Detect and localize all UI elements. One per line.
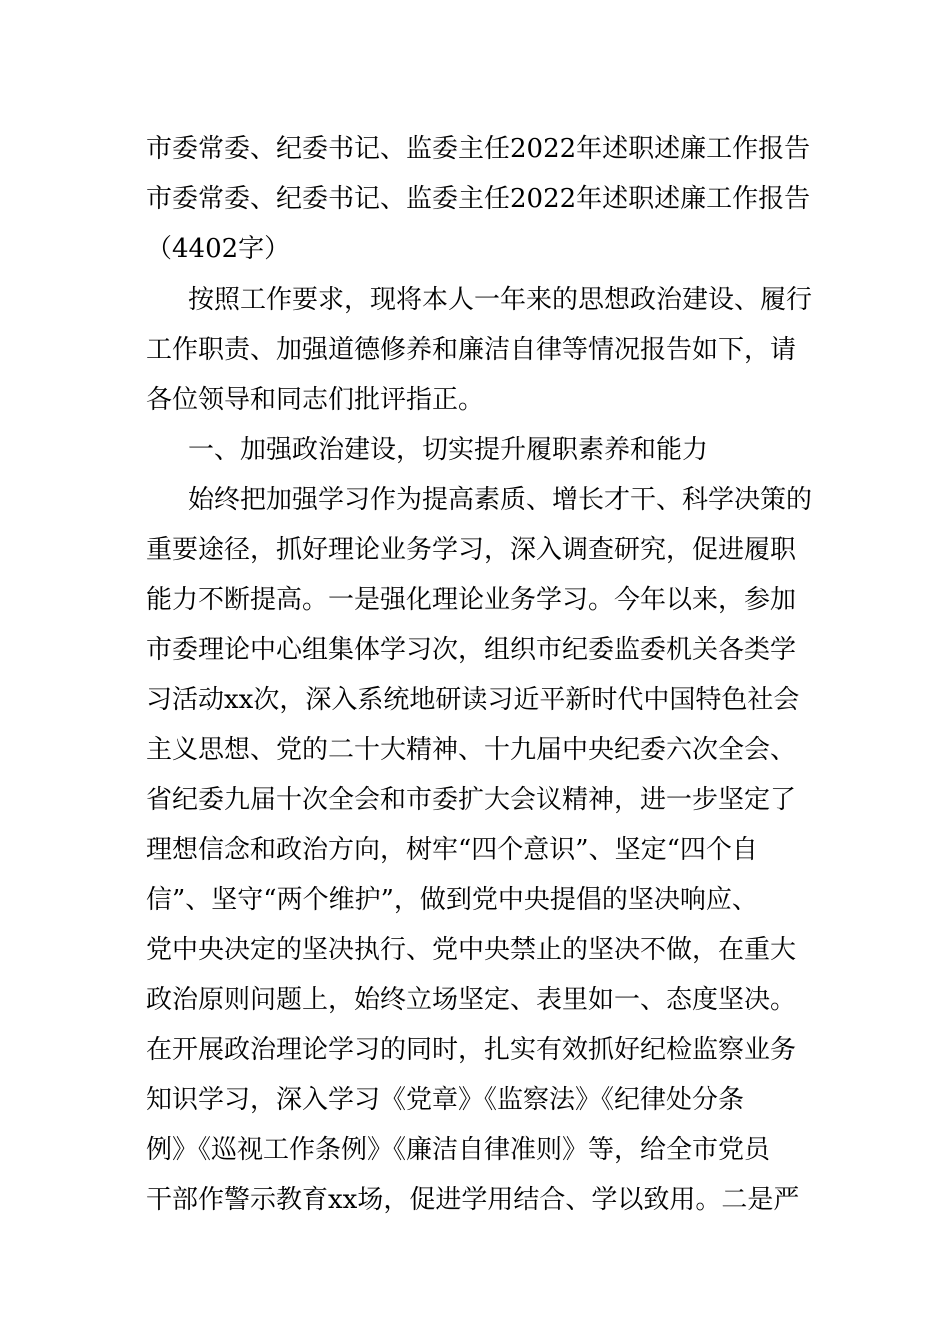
paragraph-line: 例》《巡视工作条例》《廉洁自律准则》等，给全市党员 [146, 1135, 771, 1165]
paragraph-line: 信”、坚守“两个维护”，做到党中央提倡的坚决响应、 [146, 885, 758, 915]
document-title-word-count: （4402字） [146, 234, 291, 264]
paragraph-line: 在开展政治理论学习的同时，扎实有效抓好纪检监察业务 [146, 1035, 797, 1065]
paragraph-line: 各位领导和同志们批评指正。 [146, 385, 485, 415]
paragraph-line: 省纪委九届十次全会和市委扩大会议精神，进一步坚定了 [146, 785, 797, 815]
paragraph-line: 习活动xx次，深入系统地研读习近平新时代中国特色社会 [146, 685, 800, 715]
paragraph-line: 工作职责、加强道德修养和廉洁自律等情况报告如下，请 [146, 335, 797, 365]
paragraph-line: 政治原则问题上，始终立场坚定、表里如一、态度坚决。 [146, 985, 797, 1015]
paragraph-line: 党中央决定的坚决执行、党中央禁止的坚决不做，在重大 [146, 935, 797, 965]
paragraph-line: 市委理论中心组集体学习次，组织市纪委监委机关各类学 [146, 635, 797, 665]
paragraph-line: 始终把加强学习作为提高素质、增长才干、科学决策的 [188, 485, 813, 515]
section-heading: 一、加强政治建设，切实提升履职素养和能力 [188, 435, 709, 465]
paragraph-line: 知识学习，深入学习《党章》《监察法》《纪律处分条 [146, 1085, 745, 1115]
paragraph-line: 能力不断提高。一是强化理论业务学习。今年以来，参加 [146, 585, 797, 615]
paragraph-line: 干部作警示教育xx场，促进学用结合、学以致用。二是严 [146, 1185, 800, 1215]
document-title-line-2: 市委常委、纪委书记、监委主任2022年述职述廉工作报告 [146, 184, 811, 214]
paragraph-line: 主义思想、党的二十大精神、十九届中央纪委六次全会、 [146, 735, 797, 765]
document-title-line-1: 市委常委、纪委书记、监委主任2022年述职述廉工作报告 [146, 134, 811, 164]
paragraph-line: 重要途径，抓好理论业务学习，深入调查研究，促进履职 [146, 535, 797, 565]
paragraph-line: 按照工作要求，现将本人一年来的思想政治建设、履行 [188, 285, 813, 315]
paragraph-line: 理想信念和政治方向，树牢“四个意识”、坚定“四个自 [146, 835, 758, 865]
